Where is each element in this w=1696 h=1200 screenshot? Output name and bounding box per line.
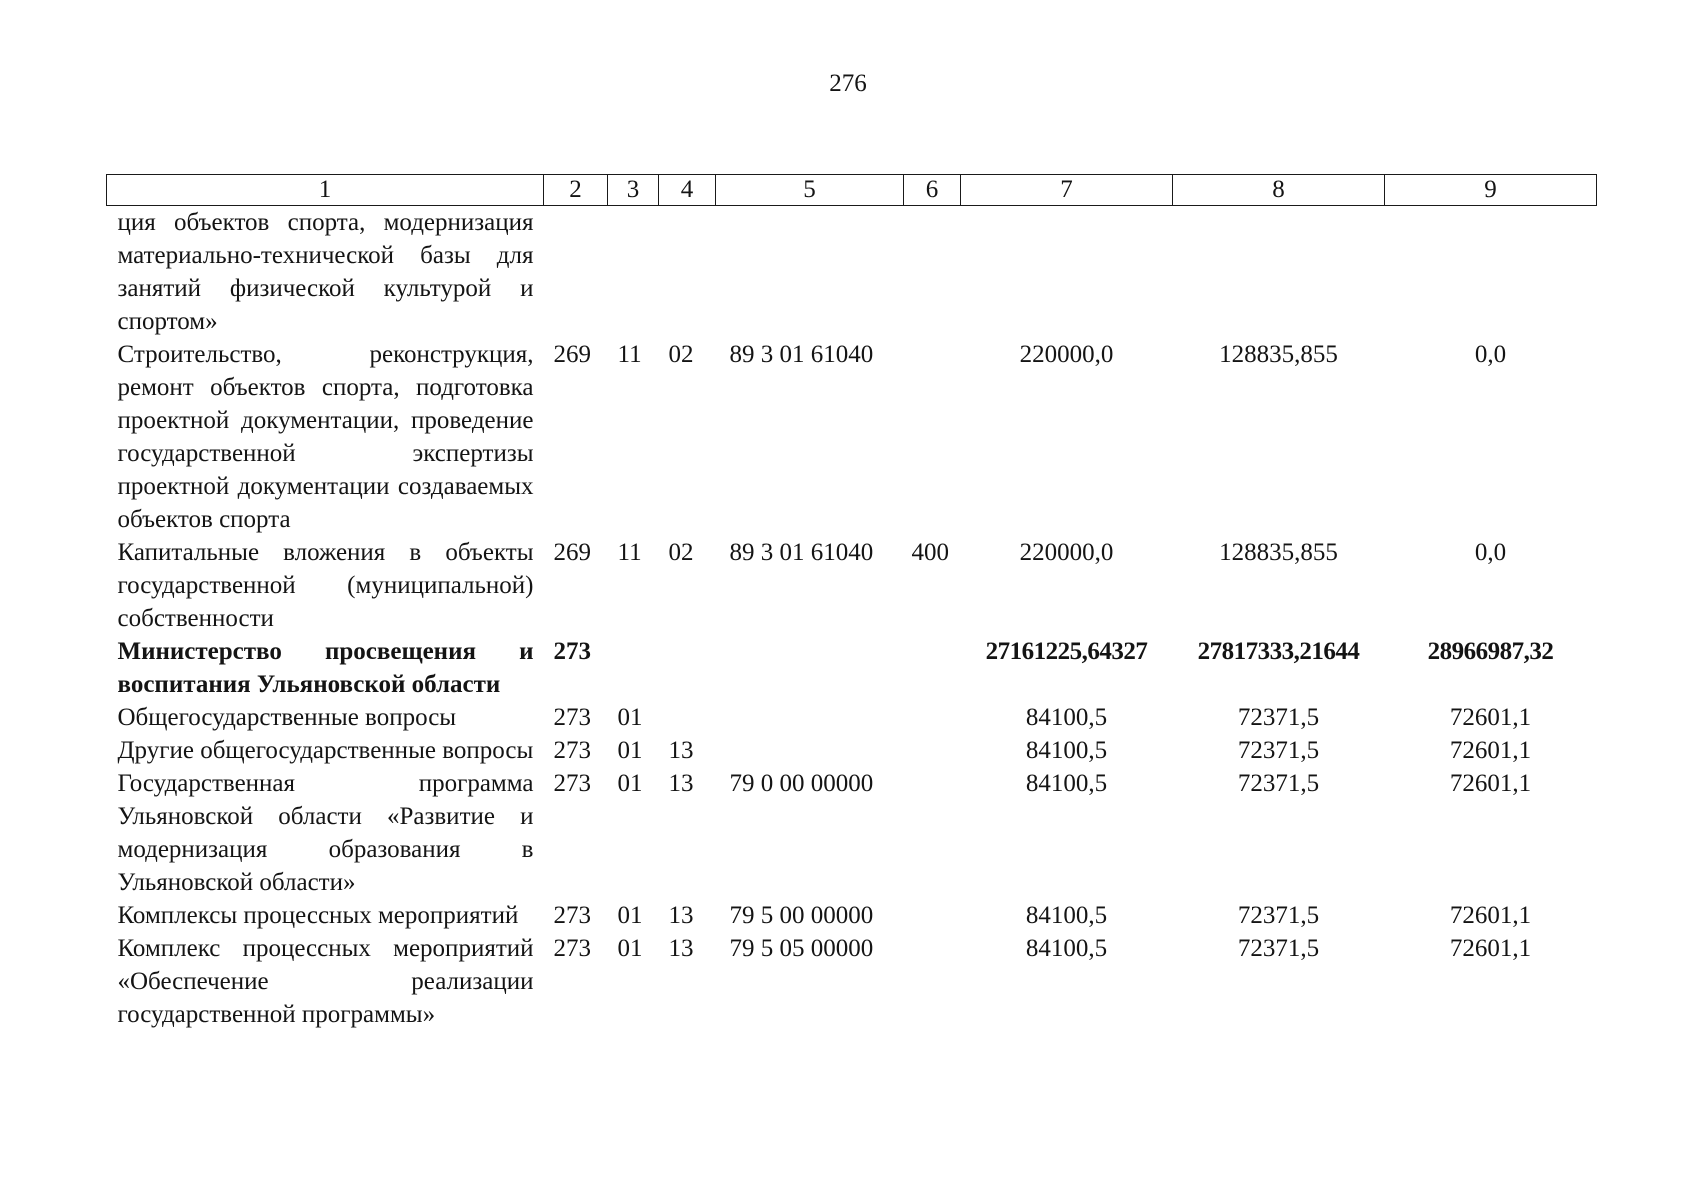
target-article-code: 89 3 01 61040 xyxy=(729,341,874,368)
amount-col-8: 72371,5 xyxy=(1237,902,1320,929)
expense-type-code xyxy=(904,767,961,899)
amount-col-9: 72601,1 xyxy=(1449,770,1532,797)
subsection-code xyxy=(659,701,716,734)
section-code: 01 xyxy=(617,770,643,797)
header-col-2: 2 xyxy=(544,175,608,206)
amount-col-9: 0,0 xyxy=(1474,341,1507,368)
admin-code: 273 xyxy=(553,935,591,962)
header-col-3: 3 xyxy=(608,175,659,206)
amount-col-8: 72371,5 xyxy=(1237,935,1320,962)
amount-col-7: 84100,5 xyxy=(1025,704,1108,731)
amount-col-9: 72601,1 xyxy=(1449,935,1532,962)
subsection-code xyxy=(659,635,716,701)
amount-col-8: 72371,5 xyxy=(1237,770,1320,797)
table-row xyxy=(107,635,1597,701)
table-row xyxy=(107,767,1597,899)
subsection-code xyxy=(659,206,716,339)
admin-code: 273 xyxy=(553,770,591,797)
amount-col-7: 220000,0 xyxy=(1019,341,1114,368)
section-code xyxy=(608,635,659,701)
target-article-code: 79 5 00 00000 xyxy=(729,902,874,929)
amount-col-9 xyxy=(1385,206,1597,339)
amount-col-8: 128835,855 xyxy=(1219,341,1338,368)
table-row xyxy=(107,734,1597,767)
amount-col-8 xyxy=(1173,206,1385,339)
item-name: Комплексы процессных мероприятий xyxy=(117,902,519,929)
target-article-code: 89 3 01 61040 xyxy=(729,539,874,566)
table-row xyxy=(107,932,1597,1031)
expense-type-code xyxy=(904,734,961,767)
expense-type-code xyxy=(904,635,961,701)
subsection-code: 13 xyxy=(668,770,694,797)
target-article-code xyxy=(716,734,904,767)
page-number: 276 xyxy=(829,70,867,97)
item-name: Капитальные вложения в объекты государственной (муниципальной) собственности xyxy=(117,539,534,632)
amount-col-9: 72601,1 xyxy=(1449,704,1532,731)
admin-code: 273 xyxy=(553,737,591,764)
amount-col-7: 84100,5 xyxy=(1025,737,1108,764)
item-name: Министерство просвещения и воспитания Ульяновской области xyxy=(117,638,534,698)
amount-col-7: 220000,0 xyxy=(1019,539,1114,566)
section-code: 01 xyxy=(617,704,643,731)
target-article-code xyxy=(716,206,904,339)
table-row xyxy=(107,701,1597,734)
amount-col-7: 84100,5 xyxy=(1025,902,1108,929)
expense-type-code xyxy=(904,932,961,1031)
section-code: 01 xyxy=(617,737,643,764)
subsection-code: 02 xyxy=(668,539,694,566)
amount-col-7: 27161225,64327 xyxy=(985,638,1148,665)
target-article-code: 79 5 05 00000 xyxy=(729,935,874,962)
amount-col-8: 27817333,21644 xyxy=(1197,638,1360,665)
table-header xyxy=(107,175,1597,206)
table-row xyxy=(107,899,1597,932)
amount-col-9: 72601,1 xyxy=(1449,902,1532,929)
amount-col-7 xyxy=(961,206,1173,339)
expense-type-code xyxy=(904,899,961,932)
section-code xyxy=(608,206,659,339)
budget-table xyxy=(106,174,1597,1031)
subsection-code: 13 xyxy=(668,737,694,764)
subsection-code: 13 xyxy=(668,902,694,929)
admin-code: 273 xyxy=(553,638,591,665)
target-article-code xyxy=(716,635,904,701)
table-row xyxy=(107,338,1597,536)
header-col-1: 1 xyxy=(107,175,544,206)
item-name: Комплекс процессных мероприятий «Обеспечение реализации государственной программы» xyxy=(117,935,534,1028)
amount-col-9: 28966987,32 xyxy=(1427,638,1554,665)
admin-code: 273 xyxy=(553,902,591,929)
item-name: Другие общегосударственные вопросы xyxy=(117,737,534,764)
target-article-code: 79 0 00 00000 xyxy=(729,770,874,797)
expense-type-code xyxy=(904,701,961,734)
subsection-code: 13 xyxy=(668,935,694,962)
expense-type-code xyxy=(904,338,961,536)
amount-col-7: 84100,5 xyxy=(1025,770,1108,797)
header-row xyxy=(107,175,1597,206)
amount-col-7: 84100,5 xyxy=(1025,935,1108,962)
admin-code xyxy=(544,206,608,339)
admin-code: 269 xyxy=(553,341,591,368)
subsection-code: 02 xyxy=(668,341,694,368)
amount-col-9: 0,0 xyxy=(1474,539,1507,566)
amount-col-9: 72601,1 xyxy=(1449,737,1532,764)
item-name: Строительство, реконструкция, ремонт объектов спорта, подготовка проектной документации, проведение государственной экспертизы проектной документации создаваемых объектов спорта xyxy=(117,341,534,533)
header-col-6: 6 xyxy=(904,175,961,206)
amount-col-8: 72371,5 xyxy=(1237,704,1320,731)
table-body xyxy=(107,206,1597,1032)
table-row xyxy=(107,206,1597,339)
expense-type-code xyxy=(904,206,961,339)
amount-col-8: 128835,855 xyxy=(1219,539,1338,566)
section-code: 01 xyxy=(617,935,643,962)
header-col-9: 9 xyxy=(1385,175,1597,206)
amount-col-8: 72371,5 xyxy=(1237,737,1320,764)
admin-code: 269 xyxy=(553,539,591,566)
table-row xyxy=(107,536,1597,635)
target-article-code xyxy=(716,701,904,734)
admin-code: 273 xyxy=(553,704,591,731)
header-col-5: 5 xyxy=(716,175,904,206)
item-name: Государственная программа Ульяновской области «Развитие и модернизация образования в Ульяновской области» xyxy=(117,770,534,896)
item-name: Общегосударственные вопросы xyxy=(117,704,457,731)
item-name: ция объектов спорта, модернизация материально-технической базы для занятий физической культурой и спортом» xyxy=(117,209,534,335)
expense-type-code: 400 xyxy=(911,539,949,566)
header-col-8: 8 xyxy=(1173,175,1385,206)
section-code: 11 xyxy=(617,539,642,566)
header-col-4: 4 xyxy=(659,175,716,206)
section-code: 11 xyxy=(617,341,642,368)
section-code: 01 xyxy=(617,902,643,929)
header-col-7: 7 xyxy=(961,175,1173,206)
